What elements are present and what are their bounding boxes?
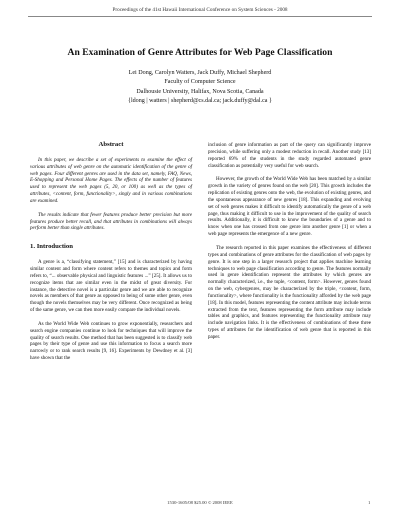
left-column bbox=[30, 142, 192, 362]
author-names: Lei Dong, Carolyn Watters, Jack Duffy, Michael Shepherd bbox=[128, 70, 272, 76]
body-paragraph: However, the growth of the World Wide Web has been matched by a similar growth in the variety of genres found on the web [20]. This growth includes the replication of existing genres onto the web, the evolution of existing genres, and the spontaneous appearance of new genres [18]. This expanding and evolving set of web genres makes it difficult to identify automatically the genre of a web page, thus making it difficult to use in the improvement of the quality of search results. Additionally, it is difficult to know the boundaries of a genre and to know when one has crossed from one genre into another genre [1] or when a web page represents the emergence of a new genre. bbox=[208, 176, 371, 238]
header-rule bbox=[28, 16, 372, 17]
page-number: 1 bbox=[368, 500, 371, 505]
author-address: Dalhousie University, Halifax, Nova Scotia, Canada bbox=[136, 88, 264, 95]
author-block bbox=[0, 69, 400, 106]
author-affiliation: Faculty of Computer Science bbox=[164, 79, 236, 86]
body-paragraph: The research reported in this paper examines the effectiveness of different types and combinations of genre attributes for the classification of web pages by genre. It is one step in a larger research project that applies machine learning techniques to web page classification according to genre. The features normally used in genre identification represent the attributes by which genres are normally characterized, i.e., the tuple, <content, form>. However, genres found on the web, cybergenres, may be characterized by the triple, <content, form, functionality>, where functionality is the functionality afforded by the web page [18]. In this model, features representing the content attribute may include terms extracted from the text, features representing the form attribute may include tables and graphics, and features representing the functionality attribute may include navigation links. It is the effectiveness of combinations of these three types of attributes for the identification of web genre that is reported in this paper. bbox=[208, 244, 371, 340]
body-paragraph: A genre is a, “classifying statement,” [15] and is characterized by having similar content and form where content refers to themes and topics and form refers to, “... observable physical and linguistic features ...” [25]. It allows us to recognize items that are similar even in the midst of great diversity. For instance, the detective novel is a particular genre and we are able to recognize novels as members of that genre as opposed to being of some other genre, even though the novels themselves may be very different. Once recognized as being of the same genre, we can then more easily compare the individual novels. bbox=[30, 259, 192, 314]
paper-title: An Examination of Genre Attributes for Web Page Classification bbox=[67, 47, 333, 58]
body-paragraph: inclusion of genre information as part of the query can significantly improve precision, while suffering only a modest reduction in recall. Another study [13] reported 69% of the students in the study regarded automated genre classification as potentially very useful for web search. bbox=[208, 142, 371, 169]
author-email: {ldong | watters | shepherd@cs.dal.ca; jack.duffy@dal.ca } bbox=[128, 97, 272, 104]
body-paragraph: As the World Wide Web continues to grow exponentially, researchers and search engine companies continue to look for techniques that will improve the quality of search results. One method that has been suggested is to classify web pages by their type of genre and use this information to focus a search more narrowly or to rank search results [9, 16]. Experiments by Dewdney et al. [3] have shown that the bbox=[30, 320, 192, 362]
abstract-paragraph: In this paper, we describe a set of experiments to examine the effect of various attributes of web genre on the automatic identification of the genre of web pages. Four different genres are used in the data set, namely, FAQ, News, E-Shopping and Personal Home Pages. The effects of the number of features used to represent the web pages (5, 20, or 100) as well as the types of attributes, <content, form, functionality>, singly and in various combinations are examined. bbox=[30, 156, 192, 204]
abstract-paragraph: The results indicate that fewer features produce better precision but more features produce better recall, and that attributes in combinations will always perform better than single attributes. bbox=[30, 211, 192, 232]
section-heading-introduction: 1. Introduction bbox=[30, 243, 73, 251]
running-header: Proceedings of the 41st Hawaii International Conference on System Sciences - 2008 bbox=[112, 7, 288, 13]
right-column bbox=[208, 142, 371, 341]
copyright-footer: 1530-1605/08 $25.00 © 2008 IEEE bbox=[167, 500, 233, 505]
abstract-heading: Abstract bbox=[98, 141, 124, 148]
